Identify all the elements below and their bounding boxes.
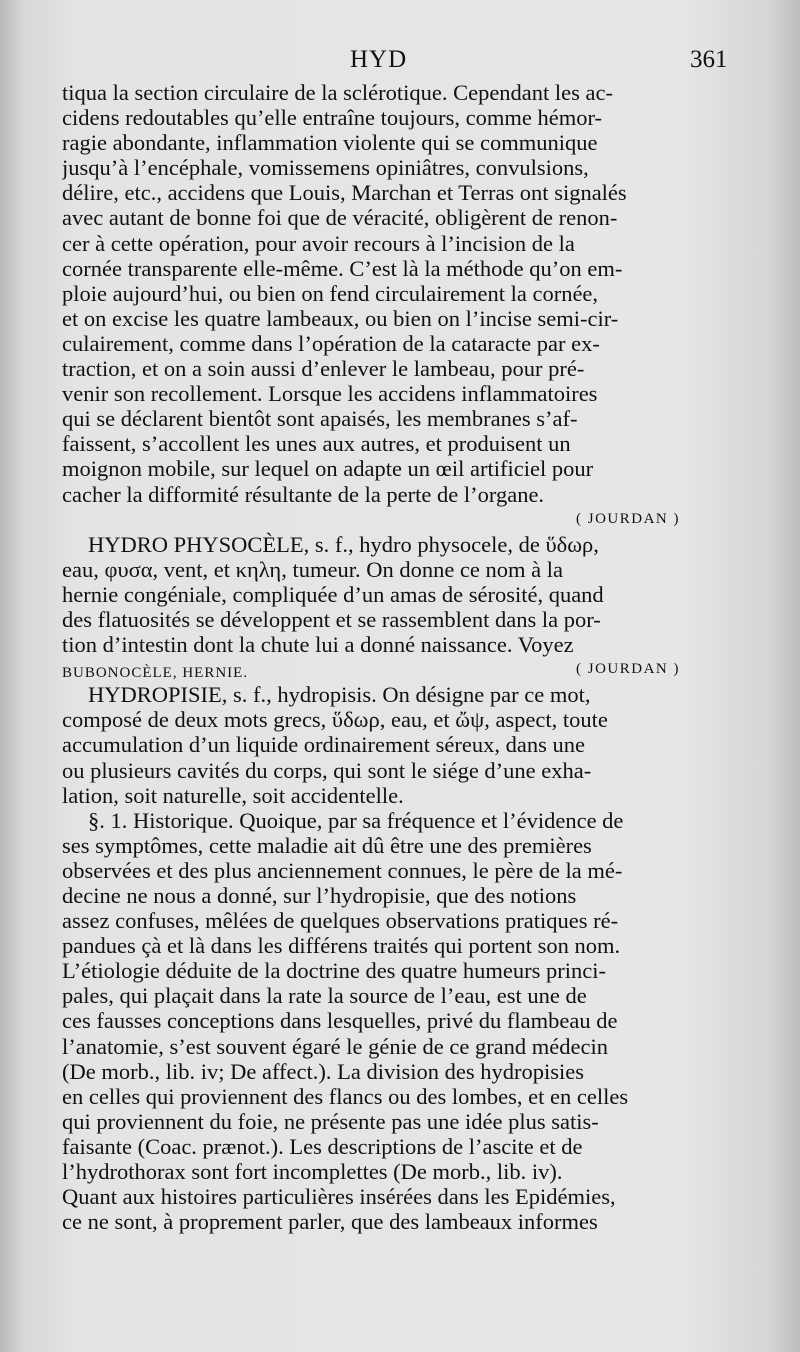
- text-line: ces fausses conceptions dans lesquelles, privé du flambeau de: [62, 1008, 618, 1034]
- text-line: l’hydrothorax sont fort incomplettes (De morb., lib. iv).: [62, 1159, 563, 1185]
- text-line: observées et des plus anciennement connues, le père de la mé-: [62, 857, 623, 883]
- text-line: cornée transparente elle-même. C’est là la méthode qu’on em-: [62, 255, 623, 281]
- entry-heading-line: HYDROPISIE, s. f., hydropisis. On désigne par ce mot,: [88, 682, 591, 708]
- text-line: cidens redoutables qu’elle entraîne toujours, comme hémor-: [62, 105, 602, 131]
- text-line: eau, φυσα, vent, et κηλη, tumeur. On donne ce nom à la: [62, 556, 563, 582]
- text-line: qui se déclarent bientôt sont apaisés, les membranes s’af-: [62, 406, 578, 432]
- text-line: qui proviennent du foie, ne présente pas une idée plus satis-: [62, 1108, 599, 1134]
- text-line: composé de deux mots grecs, ὕδωρ, eau, et ὤψ, aspect, toute: [62, 707, 608, 733]
- text-line: decine ne nous a donné, sur l’hydropisie, que des notions: [62, 883, 577, 908]
- text-line: moignon mobile, sur lequel on adapte un œil artificiel pour: [62, 456, 594, 482]
- text-line: ce ne sont, à proprement parler, que des lambeaux informes: [62, 1209, 598, 1235]
- text-line: jusqu’à l’encéphale, vomissemens opiniâtres, convulsions,: [62, 155, 589, 181]
- text-line: L’étiologie déduite de la doctrine des quatre humeurs princi-: [62, 958, 606, 984]
- text-line: faisante (Coac. prænot.). Les descriptions de l’ascite et de: [62, 1133, 583, 1159]
- text-line: venir son recollement. Lorsque les accidens inflammatoires: [62, 381, 598, 407]
- text-line: des flatuosités se développent et se rassemblent dans la por-: [62, 606, 601, 632]
- text-line: délire, etc., accidens que Louis, Marchan et Terras ont signalés: [62, 180, 627, 206]
- text-line: cacher la difformité résultante de la perte de l’organe.: [62, 481, 545, 507]
- text-line: traction, et on a soin aussi d’enlever le lambeau, pour pré-: [62, 356, 585, 382]
- text-line: pales, qui plaçait dans la rate la source de l’eau, est une de: [62, 983, 587, 1009]
- text-line: ses symptômes, cette maladie ait dû être une des premières: [62, 832, 592, 858]
- text-line: avec autant de bonne foi que de véracité, obligèrent de renon-: [62, 205, 618, 231]
- text-line: ploie aujourd’hui, ou bien on fend circulairement la cornée,: [62, 280, 599, 306]
- author-signature: ( JOURDAN ): [576, 510, 680, 527]
- cross-reference-line: [62, 657, 706, 682]
- text-line: et on excise les quatre lambeaux, ou bien on l’incise semi-cir-: [62, 305, 619, 331]
- text-line: assez confuses, mêlées de quelques observations pratiques ré-: [62, 908, 619, 934]
- text-line: lation, soit naturelle, soit accidentelle.: [62, 782, 404, 808]
- text-line: faissent, s’accollent les unes aux autres, et produisent un: [62, 431, 571, 457]
- entry-heading-line: HYDRO PHYSOCÈLE, s. f., hydro physocele, de ὕδωρ,: [88, 531, 599, 557]
- text-line: (De morb., lib. iv; De affect.). La division des hydropisies: [62, 1058, 584, 1084]
- text-line: hernie congéniale, compliquée d’un amas de sérosité, quand: [62, 581, 604, 607]
- author-signature: ( JOURDAN ): [576, 661, 680, 678]
- page-text: [62, 80, 706, 1234]
- page-header: [0, 44, 800, 80]
- text-line: en celles qui proviennent des flancs ou des lombes, et en celles: [62, 1083, 629, 1109]
- text-line: l’anatomie, s’est souvent égaré le génie de ce grand médecin: [62, 1033, 609, 1059]
- text-line: ou plusieurs cavités du corps, qui sont le siége d’une exha-: [62, 757, 592, 783]
- text-line: culairement, comme dans l’opération de la cataracte par ex-: [62, 330, 600, 356]
- text-line: tion d’intestin dont la chute lui a donné naissance. Voyez: [62, 632, 574, 658]
- text-line: accumulation d’un liquide ordinairement séreux, dans une: [62, 732, 585, 758]
- text-line: cer à cette opération, pour avoir recours à l’incision de la: [62, 230, 575, 256]
- cross-reference: BUBONOCÈLE, HERNIE.: [62, 665, 249, 682]
- page-number: 361: [690, 46, 728, 73]
- text-line: tiqua la section circulaire de la sclérotique. Cependant les ac-: [62, 80, 614, 105]
- text-line: ragie abondante, inflammation violente qui se communique: [62, 130, 598, 156]
- text-line: pandues çà et là dans les différens traités qui portent son nom.: [62, 933, 621, 959]
- section-heading-line: §. 1. Historique. Quoique, par sa fréquence et l’évidence de: [88, 807, 624, 833]
- running-head: HYD: [350, 46, 408, 73]
- text-line: Quant aux histoires particulières insérées dans les Epidémies,: [62, 1184, 616, 1210]
